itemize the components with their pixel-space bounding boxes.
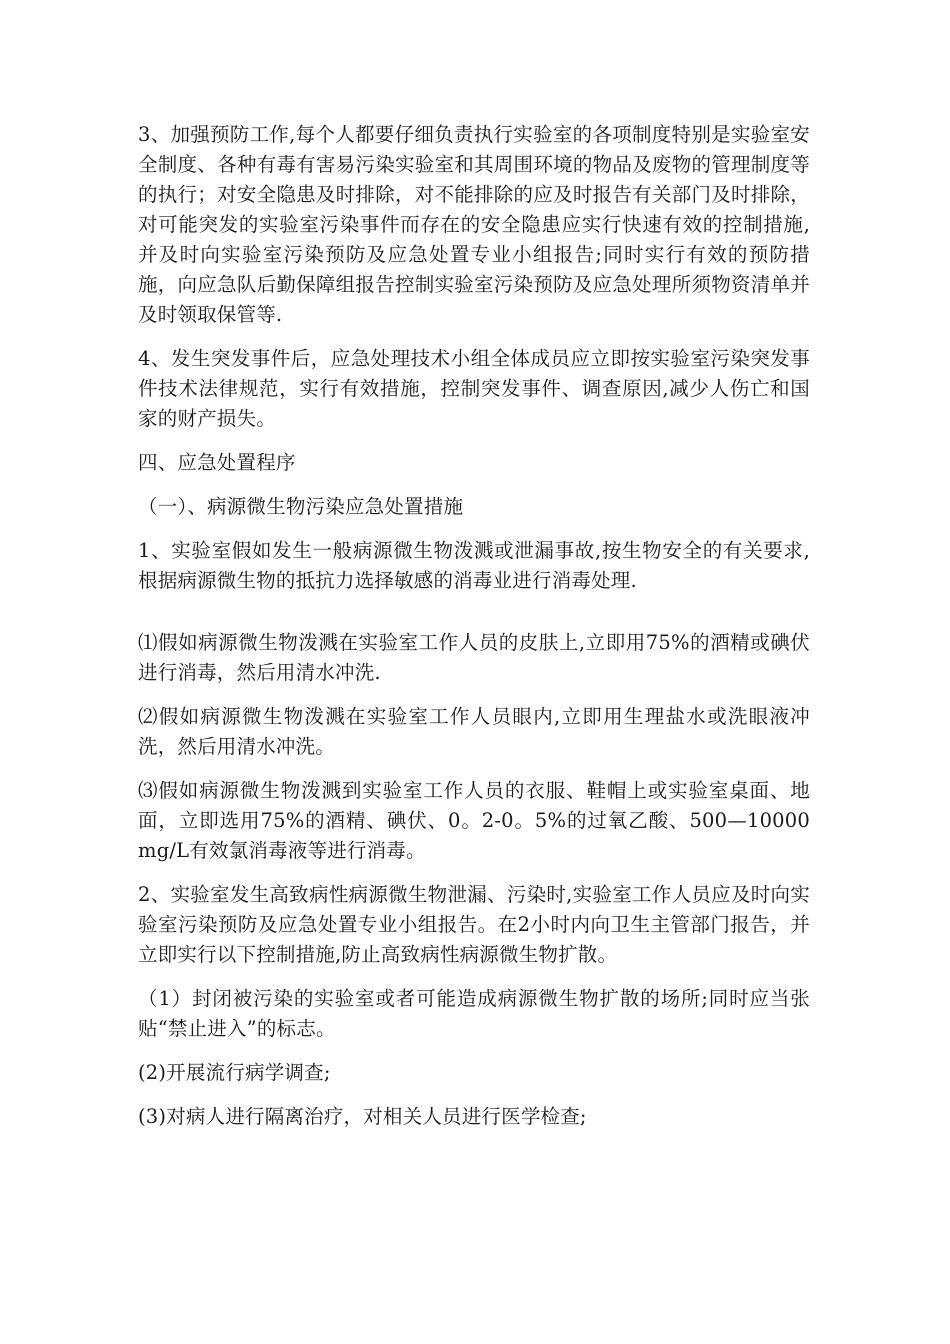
list-item-seal-lab: （1）封闭被污染的实验室或者可能造成病源微生物扩散的场所;同时应当张贴“禁止进入”的标志。	[138, 987, 810, 1040]
list-item-epidemiology: (2)开展流行病学调查;	[138, 1061, 331, 1084]
list-item-skin-exposure: ⑴假如病源微生物泼溅在实验室工作人员的皮肤上,立即用75%的酒精或碘伏进行消毒，然后用清水冲洗.	[138, 631, 810, 684]
list-item-eye-exposure: ⑵假如病源微生物泼溅在实验室工作人员眼内,立即用生理盐水或洗眼液冲洗，然后用清水冲洗。	[138, 705, 810, 758]
list-item-isolation: (3)对病人进行隔离治疗，对相关人员进行医学检查;	[138, 1105, 587, 1128]
paragraph-emergency-response: 4、发生突发事件后，应急处理技术小组全体成员应立即按实验室污染突发事件技术法律规范，实行有效措施，控制突发事件、调查原因,减少人伤亡和国家的财产损失。	[138, 347, 810, 430]
paragraph-high-pathogenic-leak: 2、实验室发生高致病性病源微生物泄漏、污染时,实验室工作人员应及时向实验室污染预防及应急处置专业小组报告。在2小时内向卫生主管部门报告，并立即实行以下控制措施,防止高致病性病源微生物扩散。	[138, 883, 810, 966]
document-body	[138, 120, 810, 1146]
paragraph-prevention-work: 3、加强预防工作,每个人都要仔细负责执行实验室的各项制度特别是实验室安全制度、各种有毒有害易污染实验室和其周围环境的物品及废物的管理制度等的执行；对安全隐患及时排除，对不能排除的应及时报告有关部门及时排除，对可能突发的实验室污染事件而存在的安全隐患应实行快速有效的控制措施,并及时向实验室污染预防及应急处置专业小组报告;同时实行有效的预防措施，向应急队后勤保障组报告控制实验室污染预防及应急处理所须物资清单并及时领取保管等.	[138, 123, 810, 326]
section-heading-procedure: 四、应急处置程序	[138, 451, 296, 474]
list-item-surface-exposure: ⑶假如病源微生物泼溅到实验室工作人员的衣服、鞋帽上或实验室桌面、地面，立即选用75%的酒精、碘伏、0。2-0。5%的过氧乙酸、500—10000mg/L有效氯消毒液等进行消毒。	[138, 779, 810, 862]
paragraph-general-spill: 1、实验室假如发生一般病源微生物泼溅或泄漏事故,按生物安全的有关要求,根据病源微生物的抵抗力选择敏感的消毒业进行消毒处理.	[138, 539, 810, 592]
subsection-heading-pathogen: （一）、病源微生物污染应急处置措施	[138, 495, 464, 518]
